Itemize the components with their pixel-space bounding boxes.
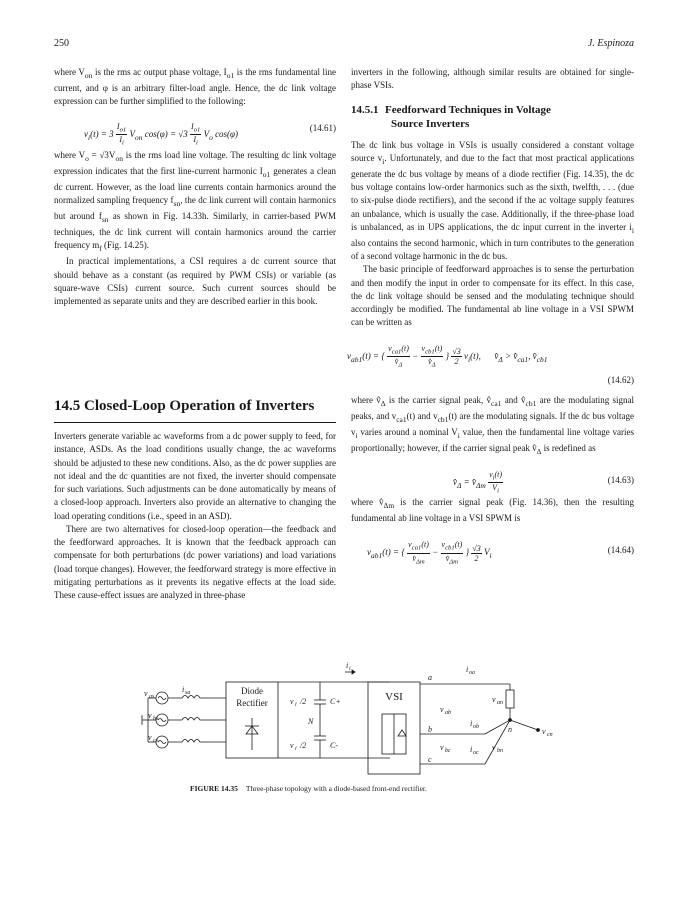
equation-body: $v_i(t) = 3$ $\frac{I_{o1}}{I_i}$ $V_{on}$ cos(φ) = √3 $\frac{I_{o1}}{I_i}$ $V_o$ cos(φ): [84, 121, 239, 147]
svg-text:an: an: [497, 700, 503, 706]
svg-text:v: v: [148, 733, 152, 742]
section-title: 14.5 Closed-Loop Operation of Inverters: [54, 398, 315, 414]
svg-text:cs: cs: [153, 738, 158, 744]
equation-14-62: [347, 336, 634, 374]
svg-text:sa: sa: [185, 690, 191, 696]
left-column-top: [54, 66, 336, 308]
svg-text:v: v: [492, 695, 496, 704]
equation-number: (14.63): [607, 474, 634, 485]
paragraph: where $v̂_\Delta$ is the carrier signal peak, $v̂_{ca1}$ and $v̂_{cb1}$ are the modulating signal peaks, and $v_{ca1}(t)$ and $v_{cb1}(t)$ are the modulating signals. If the dc bus voltage $v_i$ varies around a nominal $V_i$ value, then the fundamental line voltage varies proportionally; however, if the carrier signal peak $v̂_\Delta$ is redefined as: [351, 394, 635, 456]
svg-text:oa: oa: [469, 670, 475, 676]
equation-body: $v̂_\Delta$ = $v̂_{\Delta m}$ $\frac{v_i(t)}{V_i}$: [453, 469, 503, 495]
svg-text:/2: /2: [300, 697, 307, 706]
node-c-label: c: [428, 755, 432, 764]
figure-caption-text: Three-phase topology with a diode-based front-end rectifier.: [245, 784, 427, 793]
node-b-label: b: [428, 725, 432, 734]
subsection-number: 14.5.1: [351, 103, 379, 116]
svg-text:ab: ab: [445, 710, 451, 716]
svg-text:i: i: [295, 746, 297, 752]
page-number: 250: [54, 38, 69, 49]
equation-number: (14.61): [309, 122, 336, 133]
svg-text:v: v: [542, 727, 546, 736]
svg-text:bs: bs: [153, 716, 159, 722]
svg-text:v: v: [144, 689, 148, 698]
equation-body: $v_{ab1}(t)$ = { $\frac{v_{ca1}(t)}{v̂_{\Delta m}}$ − $\frac{v_{cb1}(t)}{v̂_{\Delta m}}$ } $\frac{√3}{2}$ $V_i$: [367, 540, 492, 566]
vsi-label: VSI: [385, 691, 403, 703]
subsection-title: [351, 103, 634, 131]
paragraph: where $v̂_{\Delta m}$ is the carrier signal peak (Fig. 14.36), then the resulting fundamental ab line voltage in a VSI SPWM is: [351, 496, 634, 523]
svg-text:i: i: [182, 685, 185, 694]
paragraph: In practical implementations, a CSI requires a dc current source that should behave as a constant (as required by PWM CSIs) or variable (as square-wave CSIs) current source. Such current sources should be implemented as separate units and they are described earlier in this book.: [54, 256, 336, 307]
figure-14-35: [140, 660, 560, 780]
paragraph: The dc link bus voltage in VSIs is usually considered a constant voltage source $v_i$. Unfortunately, and due to the fact that most practical applications generate the dc bus voltage by means of a diode rectifier (Fig. 14.35), the dc bus voltage contains low-order harmonics such as the sixth, twelfth, . . . (due to six-pulse diode rectifiers), and the second if the ac voltage supply features an unbalance, which is usually the case. Additionally, if the three-phase load is unbalanced, as in UPS applications, the dc input current in the inverter $i_i$ also contains the second harmonic, which in turn contributes to the generation of a second voltage harmonic in the dc bus.: [351, 139, 634, 262]
equation-14-63: [351, 462, 634, 496]
equation-14-61: [54, 115, 336, 147]
svg-text:i: i: [346, 661, 349, 670]
svg-text:i: i: [295, 702, 297, 708]
svg-text:i: i: [470, 719, 473, 728]
svg-text:/2: /2: [300, 741, 307, 750]
svg-text:cn: cn: [547, 732, 553, 738]
figure-caption: [190, 784, 427, 793]
svg-text:v: v: [290, 741, 294, 750]
svg-text:v: v: [290, 697, 294, 706]
diode-rectifier-label-2: Rectifier: [236, 698, 268, 708]
diode-rectifier-label-1: Diode: [241, 686, 263, 696]
node-a-label: a: [428, 673, 432, 682]
paragraph: Inverters generate variable ac waveforms from a dc power supply to feed, for instance, ASDs. As the load conditions usually change, the ac waveforms should be adjusted to these new conditions. Also, as the dc power supplies are not ideal and the dc quantities are not fixed, the inverter should compensate for such variations. Such adjustments can be done automatically by means of a closed-loop approach. Inverters also provide an alternative to changing the load operating conditions (i.e., speed in an ASD).: [54, 431, 336, 521]
paragraph: where $V_o = √3V_{on}$ is the rms load line voltage. The resulting dc link voltage expression indicates that the first line-current harmonic $I_{o1}$ generates a clean dc current. However, as the load line currents contain harmonics around the normalized sampling frequency $f_{sn}$, the dc link current will contain harmonics but around $f_{sn}$ as shown in Fig. 14.33h. Similarly, in carrier-based PWM techniques, the dc link current will contain harmonics around the carrier frequency $m_f$ (Fig. 14.25).: [54, 149, 337, 254]
svg-text:ob: ob: [473, 724, 479, 730]
equation-number: (14.64): [607, 545, 634, 556]
right-column: [347, 66, 635, 567]
paragraph: inverters in the following, although similar results are obtained for single-phase VSIs.: [351, 67, 634, 91]
running-header-author: J. Espinoza: [587, 38, 634, 49]
svg-text:i: i: [470, 745, 473, 754]
svg-text:i: i: [349, 666, 351, 672]
paragraph: where $V_{on}$ is the rms ac output phase voltage, $I_{o1}$ is the rms fundamental line current, and φ is an arbitrary filter-load angle. Hence, the dc link voltage expression can be further simplified to the following:: [54, 67, 337, 107]
svg-text:bc: bc: [445, 748, 451, 754]
node-N-label: N: [308, 717, 314, 726]
svg-text:oc: oc: [473, 750, 479, 756]
cap-bot-label: C-: [330, 741, 338, 750]
left-column-bottom: [54, 430, 336, 602]
node-n-label: n: [508, 725, 512, 734]
equation-body: $v_{ab1}(t)$ = { $\frac{v_{ca1}(t)}{v̂_\Delta}$ − $\frac{v_{cb1}(t)}{v̂_\Delta}$ } $\frac{√3}{2}$ $v_i(t)$, $v̂_\Delta$ > $v̂_{ca1}$, $v̂_{cb1}$: [347, 343, 548, 369]
paragraph: The basic principle of feedforward approaches is to sense the perturbation and then modify the input in order to compensate for its effect. In this case, the dc link voltage should be sensed and the modulating technique should accordingly be modified. The fundamental ab line voltage in a VSI SPWM can be written as: [351, 264, 634, 328]
svg-text:v: v: [148, 711, 152, 720]
section-rule: [54, 422, 336, 423]
equation-number: (14.62): [607, 374, 634, 385]
figure-label: FIGURE 14.35: [190, 784, 238, 793]
svg-text:v: v: [492, 743, 496, 752]
svg-text:v: v: [440, 705, 444, 714]
equation-14-64: [351, 531, 634, 567]
circuit-diagram: [140, 660, 560, 780]
svg-text:i: i: [466, 665, 469, 674]
cap-top-label: C+: [330, 697, 341, 706]
svg-text:as: as: [149, 694, 155, 700]
svg-text:v: v: [440, 743, 444, 752]
subsection-title-line-1: Feedforward Techniques in Voltage: [385, 103, 551, 116]
subsection-title-line-2: Source Inverters: [391, 117, 470, 130]
svg-text:bn: bn: [497, 748, 503, 754]
paragraph: There are two alternatives for closed-loop operation—the feedback and the feedforward approaches. It is known that the feedback approach can compensate for both perturbations (dc power variations) and load variations (load torque changes). However, the feedforward strategy is more effective in mitigating perturbations as it prevents its negative effects at the load side. These cause-effect issues are analyzed in three-phase: [54, 523, 336, 600]
